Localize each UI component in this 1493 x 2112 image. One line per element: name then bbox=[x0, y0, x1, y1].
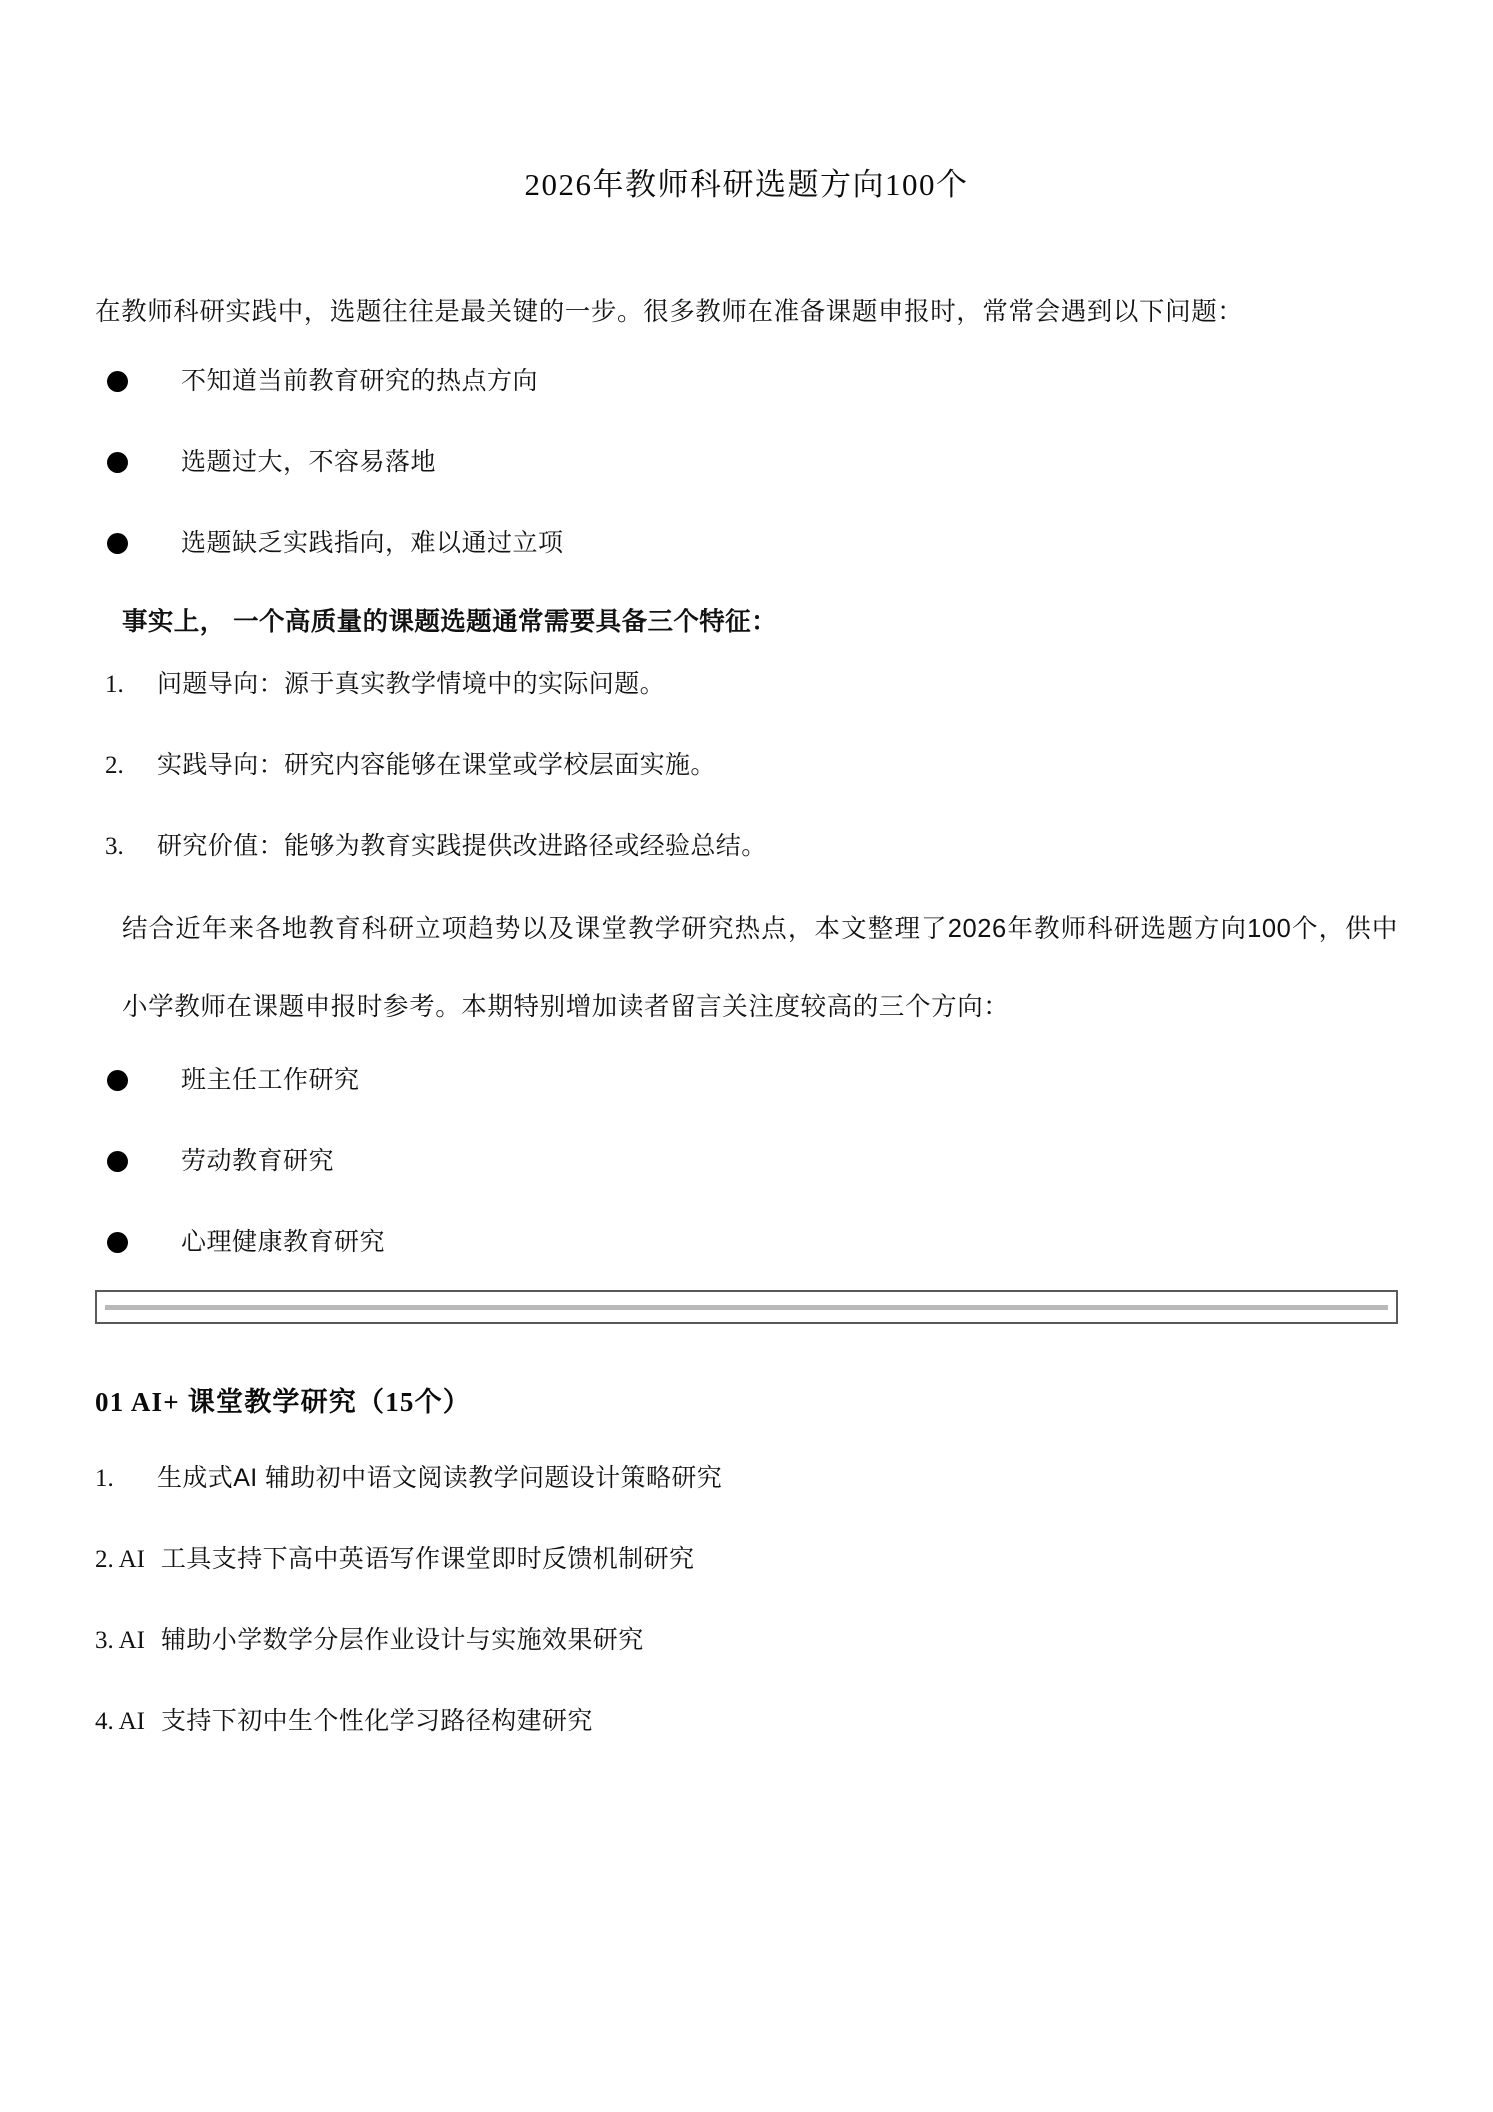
bullet-dot-icon bbox=[95, 1050, 147, 1110]
list-item bbox=[95, 432, 1398, 492]
bullet-dot-icon bbox=[95, 432, 147, 492]
list-item-number: 2. bbox=[105, 752, 124, 780]
list-item-number: 1. bbox=[95, 1464, 114, 1492]
bullet-dot-icon bbox=[95, 1212, 147, 1272]
bullet-dot-icon bbox=[95, 351, 147, 411]
list-item bbox=[95, 1530, 1398, 1589]
list-item bbox=[95, 1050, 1398, 1110]
list-item bbox=[95, 351, 1398, 411]
list-item bbox=[95, 513, 1398, 573]
list-item bbox=[95, 817, 1398, 876]
list-item-number: 2. AI bbox=[95, 1545, 145, 1573]
list-item-label: 支持下初中生个性化学习路径构建研究 bbox=[161, 1706, 593, 1735]
list-item-label: 研究价值：能够为教育实践提供改进路径或经验总结。 bbox=[157, 832, 767, 861]
highlight-bullet-list bbox=[95, 1050, 1398, 1272]
list-item-label: 实践导向：研究内容能够在课堂或学校层面实施。 bbox=[157, 751, 716, 780]
list-item-label: 生成式AI 辅助初中语文阅读教学问题设计策略研究 bbox=[157, 1463, 723, 1492]
list-item-label: 不知道当前教育研究的热点方向 bbox=[181, 367, 539, 396]
spacer bbox=[95, 1589, 1398, 1611]
divider-rule bbox=[105, 1305, 1388, 1310]
list-item bbox=[95, 736, 1398, 795]
list-item bbox=[95, 1449, 1398, 1508]
topic-list-section-01 bbox=[95, 1449, 1398, 1751]
problem-bullet-list bbox=[95, 351, 1398, 573]
list-item bbox=[95, 1131, 1398, 1191]
list-item-number: 4. AI bbox=[95, 1707, 145, 1735]
list-item bbox=[95, 655, 1398, 714]
list-item-label: 问题导向：源于真实教学情境中的实际问题。 bbox=[157, 670, 666, 699]
list-item-label: 班主任工作研究 bbox=[181, 1066, 360, 1095]
list-item-label: 心理健康教育研究 bbox=[181, 1228, 386, 1257]
list-item-label: 选题过大，不容易落地 bbox=[181, 448, 437, 477]
list-item-label: 选题缺乏实践指向，难以通过立项 bbox=[181, 529, 564, 558]
spacer bbox=[95, 411, 1398, 432]
spacer bbox=[95, 492, 1398, 513]
spacer bbox=[95, 1670, 1398, 1692]
section-divider-box bbox=[95, 1290, 1398, 1324]
bullet-dot-icon bbox=[95, 513, 147, 573]
intro-paragraph-1: 在教师科研实践中，选题往往是最关键的一步。很多教师在准备课题申报时，常常会遇到以下问题： bbox=[95, 298, 1244, 327]
list-item bbox=[95, 1212, 1398, 1272]
list-item-number: 3. bbox=[105, 833, 124, 861]
features-numbered-list bbox=[95, 655, 1398, 876]
intro-paragraph-2: 结合近年来各地教育科研立项趋势以及课堂教学研究热点，本文整理了2026年教师科研选题方向100个，供中小学教师在课题申报时参考。本期特别增加读者留言关注度较高的三个方向： bbox=[122, 915, 1398, 1022]
page-title: 2026年教师科研选题方向100个 bbox=[524, 167, 969, 202]
section-heading-01: 01 AI+ 课堂教学研究（15个） bbox=[95, 1387, 472, 1418]
list-item-label: 劳动教育研究 bbox=[181, 1147, 335, 1176]
spacer bbox=[95, 1419, 1398, 1449]
spacer bbox=[95, 1110, 1398, 1131]
features-lead-text: 事实上， 一个高质量的课题选题通常需要具备三个特征： bbox=[122, 608, 777, 637]
spacer bbox=[95, 714, 1398, 736]
spacer bbox=[95, 1508, 1398, 1530]
list-item bbox=[95, 1611, 1398, 1670]
spacer bbox=[95, 1191, 1398, 1212]
spacer bbox=[95, 795, 1398, 817]
list-item-number: 1. bbox=[105, 671, 124, 699]
list-item-number: 3. AI bbox=[95, 1626, 145, 1654]
bullet-dot-icon bbox=[95, 1131, 147, 1191]
list-item-label: 工具支持下高中英语写作课堂即时反馈机制研究 bbox=[161, 1544, 695, 1573]
list-item-label: 辅助小学数学分层作业设计与实施效果研究 bbox=[161, 1625, 644, 1654]
list-item bbox=[95, 1692, 1398, 1751]
